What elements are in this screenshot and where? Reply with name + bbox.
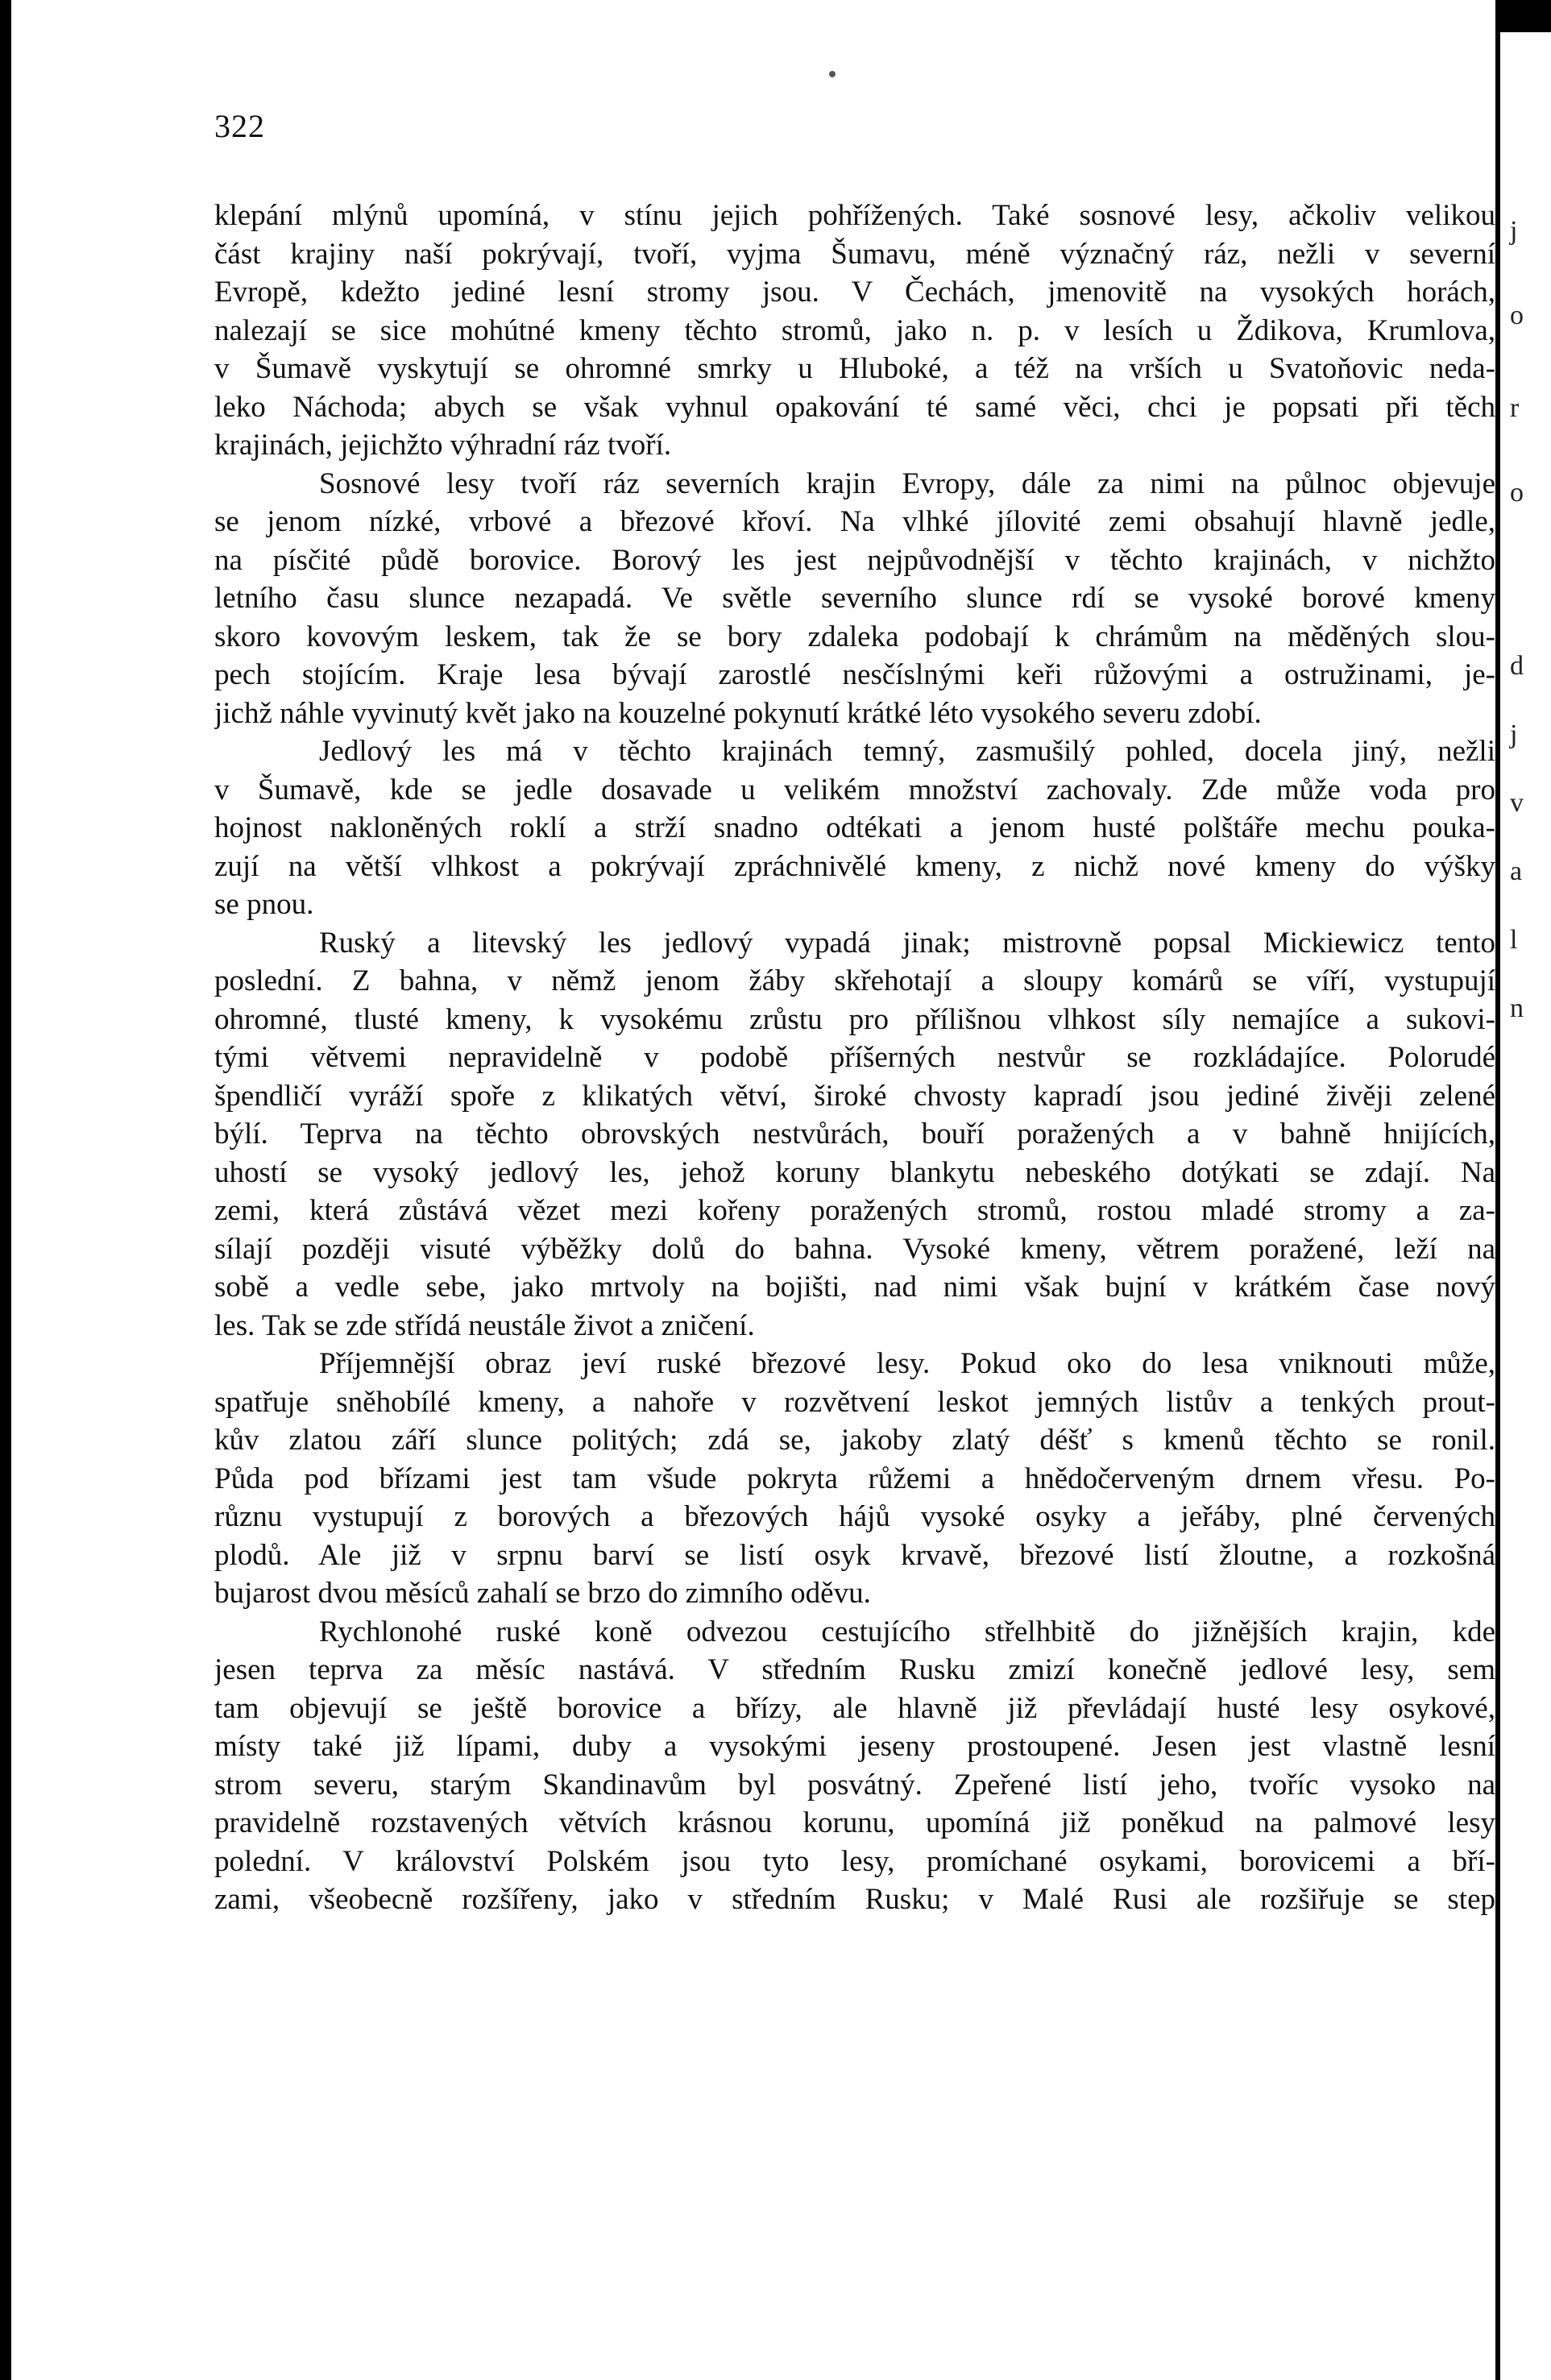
text-line: jesen teprva za měsíc nastává. V středním Rusku zmizí konečně jedlové lesy, sem [214, 1653, 1495, 1686]
text-line: letního času slunce nezapadá. Ve světle severního slunce rdí se vysoké borové kmeny [214, 582, 1495, 615]
text-line: místy také již lípami, duby a vysokými jeseny prostoupené. Jesen jest vlastně lesní [214, 1730, 1495, 1763]
next-page-edge [1500, 32, 1551, 2380]
text-line: zami, všeobecně rozšířeny, jako v středním Rusku; v Malé Rusi ale rozšiřuje se step [214, 1883, 1495, 1916]
text-line: nalezají se sice mohútné kmeny těchto stromů, jako n. p. v lesích u Ždikova, Krumlova, [214, 313, 1495, 347]
text-line: polední. V království Polském jsou tyto lesy, promíchané osykami, borovicemi a bří- [214, 1844, 1495, 1878]
text-line: ohromné, tlusté kmeny, k vysokému zrůstu pro přílišnou vlhkost síly nemajíce a sukovi- [214, 1002, 1495, 1036]
text-line: v Šumavě vyskytují se ohromné smrky u Hluboké, a též na vrších u Svatoňovic neda- [214, 352, 1495, 385]
text-line: jichž náhle vyvinutý květ jako na kouzelné pokynutí krátké léto vysokého severu zdobí. [214, 696, 1262, 730]
edge-letter: j [1510, 719, 1518, 749]
text-line: Ruský a litevský les jedlový vypadá jinak; mistrovně popsal Mickiewicz tento [319, 926, 1495, 960]
text-line: leko Náchoda; abych se však vyhnul opakování té samé věci, chci je popsati při těch [214, 390, 1495, 424]
text-line: Rychlonohé ruské koně odvezou cestujícího střelhbitě do jižnějších krajin, kde [319, 1615, 1495, 1648]
text-line: část krajiny naší pokrývají, tvoří, vyjma Šumavu, méně význačný ráz, nežli v severní [214, 237, 1495, 271]
edge-letter: r [1510, 393, 1520, 423]
text-line: uhostí se vysoký jedlový les, jehož koruny blankytu nebeského dotýkati se zdají. Na [214, 1155, 1495, 1189]
ink-speck [829, 71, 836, 77]
text-line: sílají později visuté výběžky dolů do bahna. Vysoké kmeny, větrem poražené, leží na [214, 1232, 1495, 1266]
text-line: v Šumavě, kde se jedle dosavade u velikém množství zachovaly. Zde může voda pro [214, 773, 1495, 806]
book-page [11, 0, 1495, 2380]
text-line: Evropě, kdežto jediné lesní stromy jsou. V Čechách, jmenovitě na vysokých horách, [214, 276, 1495, 309]
text-line: kův zlatou září slunce politých; zdá se, jakoby zlatý déšť s kmenů těchto se ronil. [214, 1424, 1495, 1457]
edge-letter: o [1510, 301, 1524, 330]
page-number: 322 [214, 108, 265, 144]
text-line: býlí. Teprva na těchto obrovských nestvůrách, bouří poražených a v bahně hnijících, [214, 1117, 1495, 1151]
text-line: se jenom nízké, vrbové a březové křoví. Na vlhké jílovité zemi obsahují hlavně jedle, [214, 505, 1495, 538]
edge-letter: d [1510, 651, 1524, 681]
text-line: spatřuje sněhobílé kmeny, a nahoře v rozvětvení leskot jemných listův a tenkých prout- [214, 1385, 1495, 1419]
text-line: strom severu, starým Skandinavům byl posvátný. Zpeřené listí jeho, tvoříc vysoko na [214, 1768, 1495, 1802]
text-line: špendličí vyráží spoře z klikatých větví, široké chvosty kapradí jsou jediné živěji zelené [214, 1079, 1495, 1113]
edge-letter: l [1510, 925, 1518, 955]
text-line: les. Tak se zde střídá neustále život a zničení. [214, 1308, 755, 1342]
text-line: pravidelně rozstavených větvích krásnou korunu, upomíná již poněkud na palmové lesy [214, 1806, 1495, 1839]
text-line: klepání mlýnů upomíná, v stínu jejich pohřížených. Také sosnové lesy, ačkoliv velikou [214, 199, 1495, 232]
text-line: hojnost nakloněných roklí a strží snadno odtékati a jenom husté polštáře mechu pouka- [214, 811, 1495, 844]
text-line: tam objevují se ještě borovice a břízy, ale hlavně již převládají husté lesy osykové, [214, 1691, 1495, 1725]
text-line: různu vystupují z borových a březových hájů vysoké osyky a jeřáby, plné červených [214, 1500, 1495, 1533]
edge-letter: v [1510, 788, 1524, 818]
text-line: skoro kovovým leskem, tak že se bory zdaleka podobají k chrámům na měděných slou- [214, 620, 1495, 653]
text-line: Jedlový les má v těchto krajinách temný, zasmušilý pohled, docela jiný, nežli [319, 735, 1495, 768]
text-line: poslední. Z bahna, v němž jenom žáby skřehotají a sloupy komárů se víří, vystupují [214, 964, 1495, 997]
edge-letter: n [1510, 993, 1524, 1023]
edge-letter: o [1510, 478, 1524, 508]
text-line: krajinách, jejichžto výhradní ráz tvoří. [214, 429, 672, 462]
text-line: tými větvemi nepravidelně v podobě příšerných nestvůr se rozkládajíce. Polorudé [214, 1041, 1495, 1074]
text-line: sobě a vedle sebe, jako mrtvoly na bojišti, nad nimi však bujní v krátkém čase nový [214, 1271, 1495, 1304]
text-line: bujarost dvou měsíců zahalí se brzo do zimního oděvu. [214, 1577, 871, 1610]
text-line: Příjemnější obraz jeví ruské březové lesy. Pokud oko do lesa vniknouti může, [319, 1347, 1495, 1380]
text-line: zují na větší vlhkost a pokrývají zpráchnivělé kmeny, z nichž nové kmeny do výšky [214, 849, 1495, 883]
text-line: zemi, která zůstává vězet mezi kořeny poražených stromů, rostou mladé stromy a za- [214, 1194, 1495, 1227]
text-line: na písčité půdě borovice. Borový les jest nejpůvodnější v těchto krajinách, v nichžto [214, 543, 1495, 577]
edge-letter: a [1510, 856, 1523, 886]
text-line: Půda pod břízami jest tam všude pokryta růžemi a hnědočerveným drnem vřesu. Po- [214, 1462, 1495, 1495]
text-line: pech stojícím. Kraje lesa bývají zarostlé nesčíslnými keři růžovými a ostružinami, je- [214, 658, 1495, 691]
text-line: plodů. Ale již v srpnu barví se listí osyk krvavě, březové listí žloutne, a rozkošná [214, 1538, 1495, 1572]
text-line: Sosnové lesy tvoří ráz severních krajin Evropy, dále za nimi na půlnoc objevuje [319, 466, 1495, 500]
text-line: se pnou. [214, 888, 314, 921]
edge-letter: j [1510, 216, 1518, 246]
